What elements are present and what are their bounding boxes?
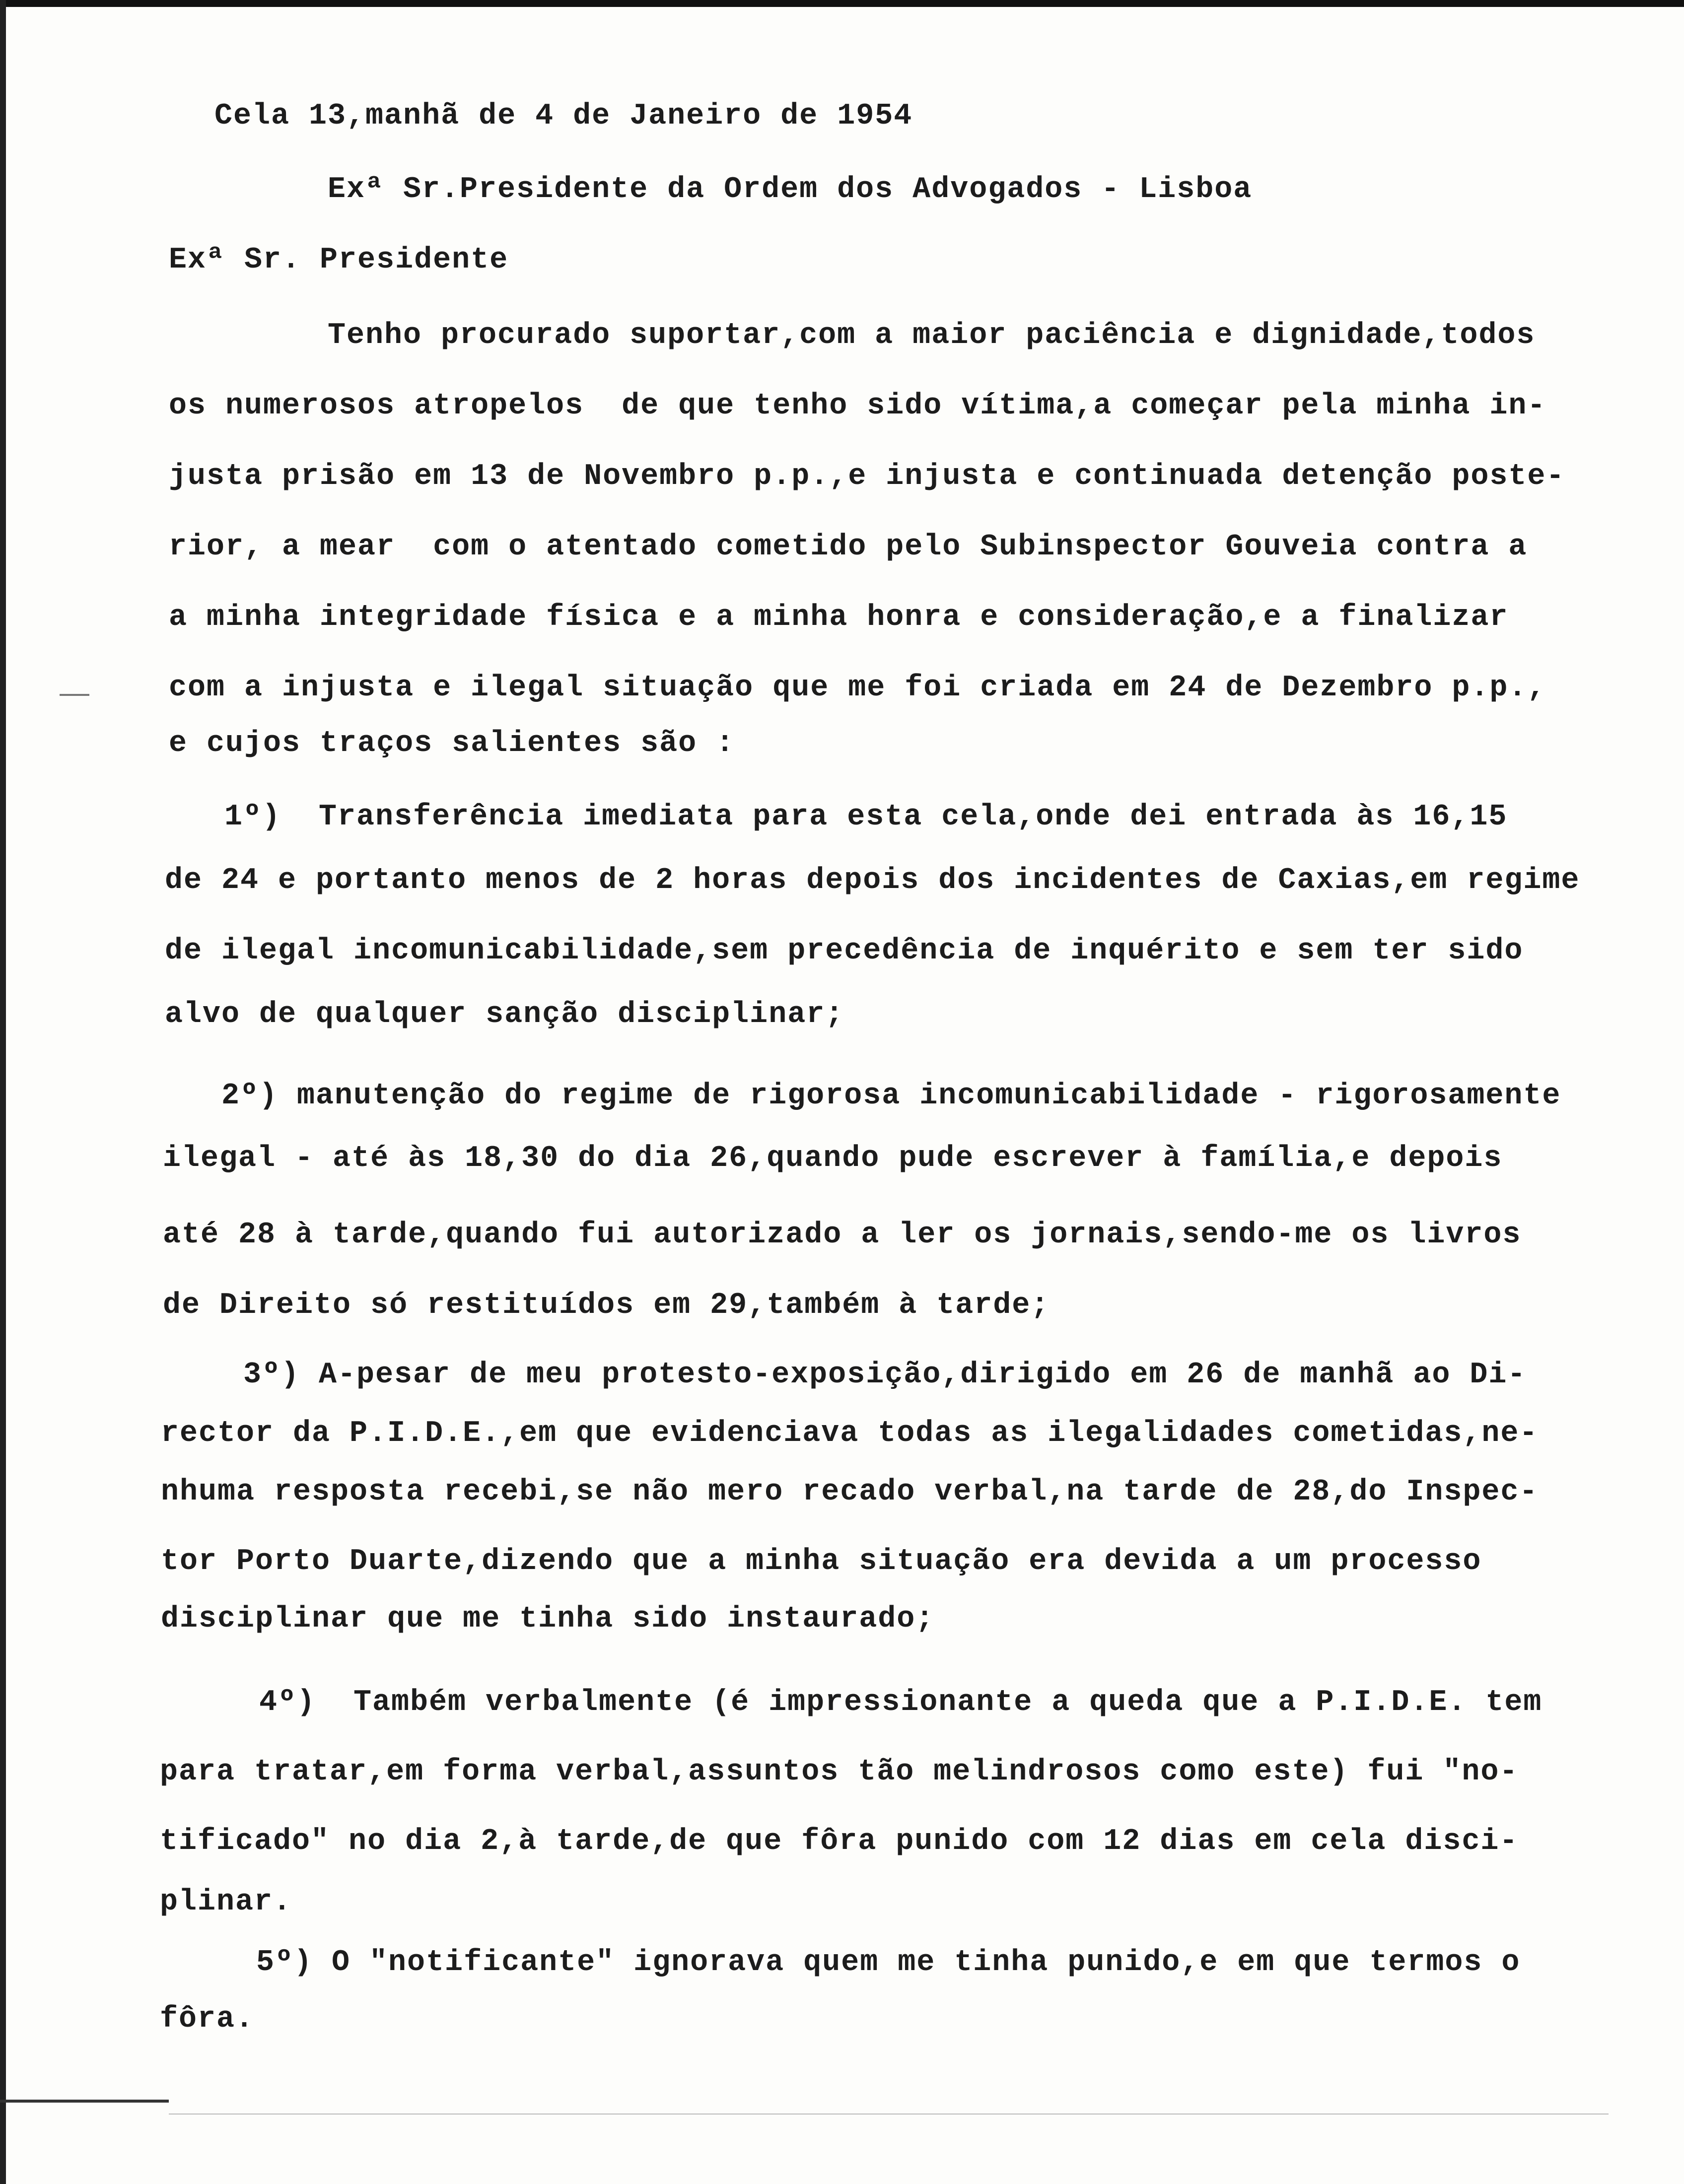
item-4-line: 4º) Também verbalmente (é impressionante a queda que a P.I.D.E. tem [259, 1686, 1543, 1719]
item-3-line: tor Porto Duarte,dizendo que a minha situação era devida a um processo [161, 1545, 1482, 1578]
body-line: Tenho procurado suportar,com a maior paciência e dignidade,todos [328, 319, 1536, 352]
body-line: e cujos traços salientes são : [169, 727, 735, 760]
item-3-line: 3º) A-pesar de meu protesto-exposição,dirigido em 26 de manhã ao Di- [243, 1358, 1527, 1392]
item-5-line: 5º) O "notificante" ignorava quem me tinha punido,e em que termos o [256, 1946, 1521, 1979]
salutation: Exª Sr. Presidente [169, 243, 509, 277]
item-2-line: de Direito só restituídos em 29,também à tarde; [163, 1289, 1050, 1322]
item-2-line: ilegal - até às 18,30 do dia 26,quando pude escrever à família,e depois [163, 1142, 1503, 1175]
item-3-line: disciplinar que me tinha sido instaurado; [161, 1602, 935, 1636]
item-2-line: até 28 à tarde,quando fui autorizado a ler os jornais,sendo-me os livros [163, 1218, 1522, 1252]
scan-edge-bottom-left [0, 2100, 169, 2103]
dateline: Cela 13,manhã de 4 de Janeiro de 1954 [214, 99, 913, 133]
scan-bottom-rule [169, 2114, 1609, 2115]
body-line: os numerosos atropelos de que tenho sido vítima,a começar pela minha in- [169, 389, 1546, 423]
item-2-line: 2º) manutenção do regime de rigorosa incomunicabilidade - rigorosamente [221, 1079, 1561, 1113]
scan-edge-left [0, 0, 6, 2184]
item-4-line: plinar. [160, 1885, 292, 1919]
addressee: Exª Sr.Presidente da Ordem dos Advogados - Lisboa [328, 173, 1253, 206]
scan-edge-top [0, 0, 1684, 7]
item-1-line: 1º) Transferência imediata para esta cela,onde dei entrada às 16,15 [224, 800, 1508, 834]
item-3-line: rector da P.I.D.E.,em que evidenciava todas as ilegalidades cometidas,ne- [161, 1417, 1539, 1450]
body-line: rior, a mear com o atentado cometido pelo Subinspector Gouveia contra a [169, 530, 1528, 564]
item-1-line: de 24 e portanto menos de 2 horas depois dos incidentes de Caxias,em regime [165, 864, 1580, 897]
item-1-line: alvo de qualquer sanção disciplinar; [165, 998, 844, 1031]
item-3-line: nhuma resposta recebi,se não mero recado verbal,na tarde de 28,do Inspec- [161, 1475, 1539, 1509]
body-line: com a injusta e ilegal situação que me foi criada em 24 de Dezembro p.p., [169, 671, 1546, 705]
item-4-line: tificado" no dia 2,à tarde,de que fôra punido com 12 dias em cela disci- [160, 1825, 1519, 1858]
item-1-line: de ilegal incomunicabilidade,sem precedência de inquérito e sem ter sido [165, 934, 1524, 968]
scan-mark [60, 694, 89, 696]
item-4-line: para tratar,em forma verbal,assuntos tão melindrosos como este) fui "no- [160, 1755, 1519, 1789]
item-5-line: fôra. [160, 2002, 255, 2036]
body-line: a minha integridade física e a minha honra e consideração,e a finalizar [169, 601, 1509, 634]
body-line: justa prisão em 13 de Novembro p.p.,e injusta e continuada detenção poste- [169, 460, 1565, 493]
